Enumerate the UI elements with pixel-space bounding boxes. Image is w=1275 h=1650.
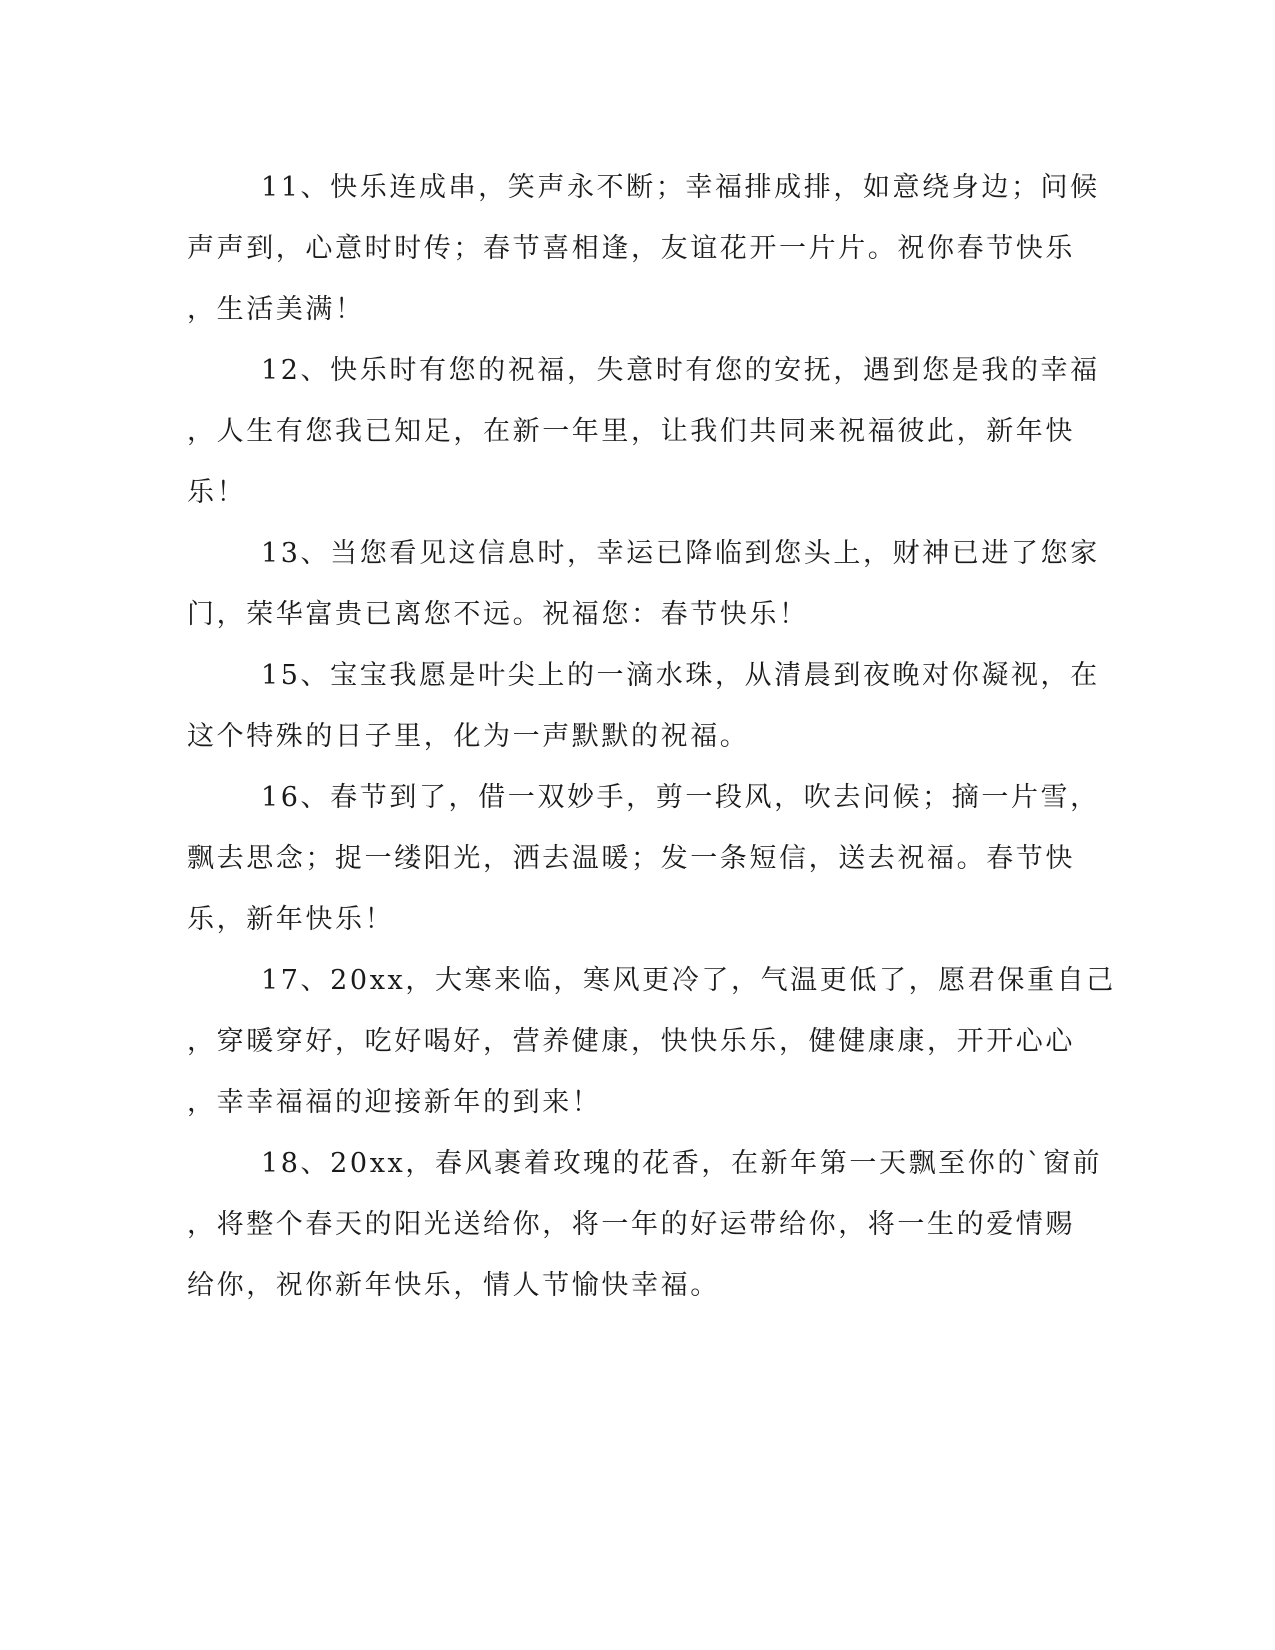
paragraph-line: 18、20xx，春风裹着玫瑰的花香，在新年第一天飘至你的`窗前 xyxy=(261,1148,1103,1179)
paragraph-line: 这个特殊的日子里，化为一声默默的祝福。 xyxy=(187,721,750,752)
paragraph-line: 12、快乐时有您的祝福，失意时有您的安抚，遇到您是我的幸福 xyxy=(261,355,1100,386)
paragraph-line: ，生活美满！ xyxy=(187,294,365,325)
paragraph-line: 给你，祝你新年快乐，情人节愉快幸福。 xyxy=(187,1270,720,1301)
paragraph-line: ，穿暖穿好，吃好喝好，营养健康，快快乐乐，健健康康，开开心心 xyxy=(187,1026,1075,1057)
paragraph-line: 飘去思念；捉一缕阳光，洒去温暖；发一条短信，送去祝福。春节快 xyxy=(187,843,1075,874)
paragraph-line: ，幸幸福福的迎接新年的到来！ xyxy=(187,1087,602,1118)
paragraph-line: 门，荣华富贵已离您不远。祝福您：春节快乐！ xyxy=(187,599,809,630)
paragraph-line: 乐！ xyxy=(187,477,247,508)
paragraph-line: 13、当您看见这信息时，幸运已降临到您头上，财神已进了您家 xyxy=(261,538,1100,569)
paragraph-15 xyxy=(187,645,1100,767)
paragraph-line: 声声到，心意时时传；春节喜相逢，友谊花开一片片。祝你春节快乐 xyxy=(187,233,1075,264)
paragraph-line: 11、快乐连成串，笑声永不断；幸福排成排，如意绕身边；问候 xyxy=(261,172,1100,203)
paragraph-line: 乐，新年快乐！ xyxy=(187,904,395,935)
paragraph-16 xyxy=(187,767,1100,950)
paragraph-line: ，人生有您我已知足，在新一年里，让我们共同来祝福彼此，新年快 xyxy=(187,416,1075,447)
paragraph-13 xyxy=(187,523,1100,645)
paragraph-line: ，将整个春天的阳光送给你，将一年的好运带给你，将一生的爱情赐 xyxy=(187,1209,1075,1240)
paragraph-line: 15、宝宝我愿是叶尖上的一滴水珠，从清晨到夜晚对你凝视，在 xyxy=(261,660,1100,691)
paragraph-17 xyxy=(187,950,1116,1133)
paragraph-line: 16、春节到了，借一双妙手，剪一段风，吹去问候；摘一片雪， xyxy=(261,782,1100,813)
paragraph-line: 17、20xx，大寒来临，寒风更冷了，气温更低了，愿君保重自己 xyxy=(261,965,1116,996)
paragraph-18 xyxy=(187,1133,1103,1316)
paragraph-12 xyxy=(187,340,1100,523)
paragraph-11 xyxy=(187,157,1100,340)
document-body xyxy=(187,157,1116,1316)
